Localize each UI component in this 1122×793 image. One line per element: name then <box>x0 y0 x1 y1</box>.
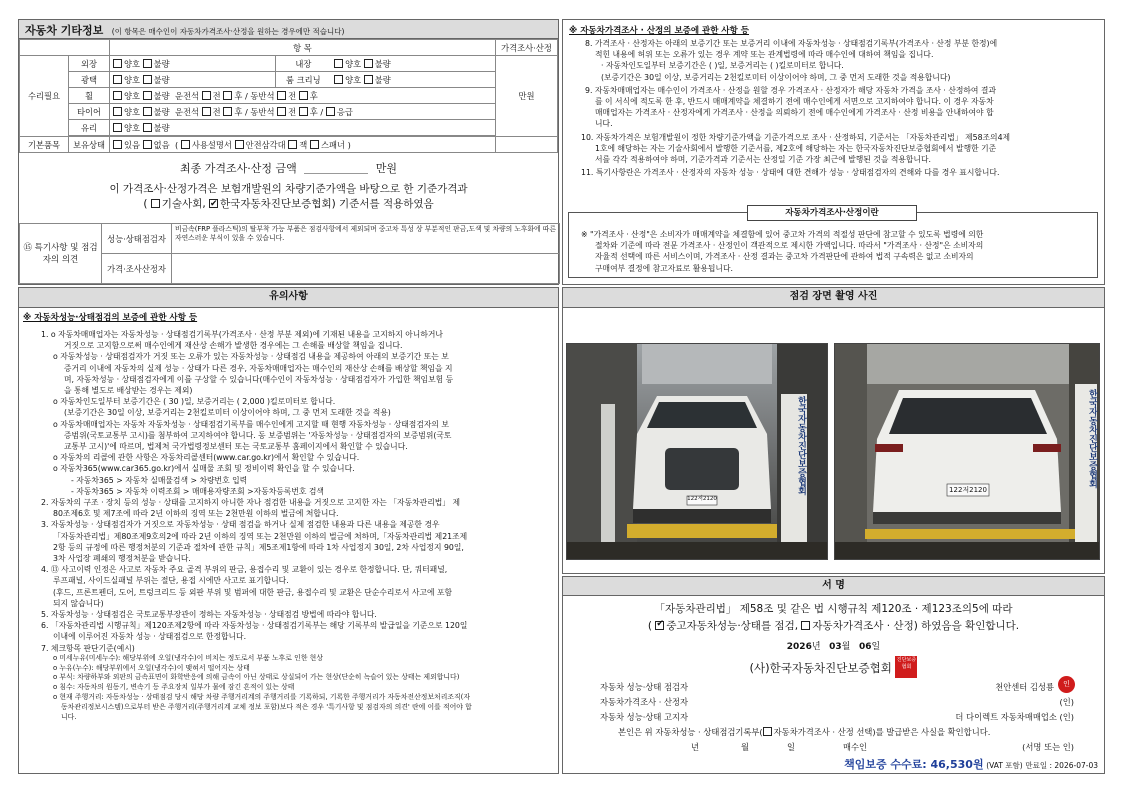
guarantee-line: 서를 각각 적용하여야 하며, 기준가격과 기준서는 산정일 기준 가장 최근에 발행된 것을 적용합니다. <box>595 155 931 165</box>
front-label: 전 <box>288 106 297 117</box>
front-label: 전 <box>288 90 297 101</box>
note-line: ο 자동차365(www.car365.go.kr)에서 실매물 조회 및 정비이력 확인을 할 수 있습니다. <box>53 464 355 474</box>
note-small-line: 동차관리정보시스템)으로부터 받은 주행거리(주행거리계 교체 정보 포함)보다 적은 경우 '특기사항 및 점검자의 의견' 란에 이를 적어야 합 <box>61 702 472 711</box>
sign-year: 2026 <box>786 642 812 652</box>
notes-panel <box>18 287 559 774</box>
glass-label: 유리 <box>69 120 110 136</box>
expire-date: 만료일 : 2026-07-03 <box>1025 761 1098 770</box>
basis-kaida-label: 한국자동차진단보증협회 <box>220 198 332 210</box>
possession-label: 보유상태 <box>69 137 110 153</box>
note-line: 이내에 이루어진 자동차 성능 · 상태점검으로 한정합니다. <box>53 632 247 642</box>
price-guarantee-items <box>569 38 1098 178</box>
none-label: 없음 <box>153 139 170 150</box>
fee-note: (VAT 포함) <box>986 761 1023 770</box>
notes-items <box>23 329 552 722</box>
guarantee-line: 9. 자동차매매업자는 매수인이 가격조사 · 산정을 원할 경우 가격조사 · 산정자가 해당 자동차 가격을 조사 · 산정하여 결과 <box>585 85 996 95</box>
basis-tech-checkbox[interactable] <box>151 199 160 208</box>
sign-row-notifier <box>563 711 1104 726</box>
sign-open: ( <box>647 620 652 632</box>
front-lift-sign: 한국자동차진단보증협회 <box>796 396 806 495</box>
bad-label: 불량 <box>153 58 170 69</box>
rear-label: 후 / <box>309 106 324 117</box>
inspector-role: 자동차 성능·상태 점검자 <box>600 682 689 692</box>
buyer-label: 매수인 <box>843 742 868 752</box>
tire-emergency-checkbox[interactable] <box>326 107 335 116</box>
notes-title: ※ 자동차성능·상태점검의 보증에 관한 사항 등 <box>23 313 198 323</box>
spanner-label: 스패너 <box>320 139 345 150</box>
basis-open: ( <box>143 198 148 210</box>
price-role: 자동차가격조사 · 산정자 <box>600 697 689 707</box>
note-line: 6. 「자동차관리법 시행규칙」제120조제2항에 따라 자동차성능 · 상태점검기록부는 해당 기록부의 발급일을 기준으로 120일 <box>41 621 468 631</box>
price-unit-label: 만원 <box>496 56 558 137</box>
front-label: 전 <box>212 106 221 117</box>
rear-photo-svg <box>835 344 1100 560</box>
note-small-line: ο 현재 주행거리: 자동차성능 · 상태점검 당시 해당 차량 주행거리계의 주행거리를 기록하되, 기록한 주행거리가 자동차전산정보처리조직(자 <box>53 693 471 702</box>
glass-good-checkbox[interactable] <box>113 123 122 132</box>
basis-close: ) 기준서를 적용하였음 <box>331 198 434 210</box>
note-line: ο 자동차성능 · 상태점검자가 거짓 또는 오류가 있는 자동차성능 · 상태점검 내용을 제공하여 아래의 보증기간 또는 보 <box>53 352 449 362</box>
note-line: 1. ο 자동차매매업자는 자동차성능 · 상태점검기록부(가격조사 · 산정 부분 제외)에 기재된 내용을 고지하지 아니하거나 <box>41 330 443 339</box>
other-info-table: 항 목 가격조사·산정 수리필요 외장 양호 불량 내장 양호 불량 만원 광택 양호 불량 룸 크리닝 양호 불량 휠 양호 불량 운전석 전 후 / 동반석 전 후 타이어 양호 불량 운전석 전 후 / 동반석 전 후 / 응급 유리 양호 불량 기본품목 보유상태 있음 없음 ( 사용설명서 안전삼각대 잭 스패너 ) <box>19 39 558 153</box>
guarantee-line: (보증기간은 30일 이상, 보증거리는 2천킬로미터 이상이어야 하며, 그 중 먼저 도래한 것을 적용합니다) <box>601 72 951 82</box>
col-price-header: 가격조사·산정 <box>496 40 558 56</box>
sign-month: 03 <box>829 642 842 652</box>
tire-rear-checkbox[interactable] <box>223 107 232 116</box>
tire-label: 타이어 <box>69 104 110 120</box>
buyer-year: 년 <box>691 742 700 752</box>
good-label: 양호 <box>345 74 362 85</box>
gloss-label: 광택 <box>69 72 110 88</box>
rear-plate: 122저2120 <box>949 486 987 494</box>
final-price-input[interactable] <box>304 159 368 174</box>
note-line: 80조제6호 및 제7조에 따라 2년 이하의 징역 또는 2천만원 이하의 벌금에 처합니다. <box>53 509 339 519</box>
sign-row-inspector <box>563 681 1104 696</box>
signature-header: 서 명 <box>563 577 1104 596</box>
used-car-check-checkbox[interactable] <box>655 621 664 630</box>
sign-date <box>563 639 1104 652</box>
note-line: 며, 자동차성능 · 상태점검자에게 이를 구상할 수 있습니다(매수인이 자동차성능 · 상태점검자가 가입한 책임보험 등 <box>64 374 454 384</box>
guarantee-line: · 자동차인도일부터 보증기간은 ( )일, 보증거리는 ( )킬로미터로 합니다. <box>601 61 844 71</box>
final-price-unit: 만원 <box>375 162 397 175</box>
basis-kaida-checkbox[interactable] <box>209 199 218 208</box>
final-price-label: 최종 가격조사·산정 금액 <box>179 162 297 175</box>
special-notes-label: ⑮ 특기사항 및 점검자의 의견 <box>20 224 102 284</box>
note-line: ο 자동차매매업자는 자동차 자동차성능 · 상태점검기록부를 매수인에게 고지할 때 현행 자동차성능 · 상태점검자의 보 <box>53 419 449 429</box>
definition-line: ※ "가격조사 · 산정"은 소비자가 매매계약을 체결함에 있어 중고차 가격의 적절성 판단에 참고할 수 있도록 법령에 의한 <box>581 230 984 239</box>
note-line: - 자동차365 > 자동차 이력조회 > 매매용자량조회 >자동차등록번호 검색 <box>71 486 324 496</box>
basic-items-label: 기본품목 <box>20 137 69 153</box>
price-person-opinion[interactable] <box>172 254 560 284</box>
guarantee-line: 10. 자동차가격은 보험개발원이 정한 차량기준가액을 기준가격으로 조사 · 산정하되, 기준서는 「자동차관리법」 제58조의4제 <box>581 132 1011 142</box>
sign-org-row <box>563 656 1104 678</box>
guarantee-line: 11. 특기사항란은 가격조사 · 산정자의 자동차 성능 · 상태에 대한 견해가 성능 · 상태점검자의 견해와 다를 경우 표시합니다. <box>581 168 1000 178</box>
tire-bad-checkbox[interactable] <box>143 107 152 116</box>
note-line: 증거리 이내에 자동차의 실제 성능 · 상태가 다른 경우, 자동차매매업자는 매수인의 재산상 손해를 배상할 책임을 지 <box>64 363 453 373</box>
price-person-label: 가격·조사산정자 <box>102 254 172 284</box>
guarantee-line: 니다. <box>595 119 613 129</box>
sign-org: (사)한국자동차진단보증협회 <box>749 661 892 675</box>
inspector-label: 성능·상태점검자 <box>102 224 172 254</box>
gloss-good-checkbox[interactable] <box>113 75 122 84</box>
inspector-seal: 인 <box>1058 676 1075 693</box>
tire-prear-checkbox[interactable] <box>299 107 308 116</box>
basis-line2 <box>19 197 558 212</box>
buyer-price-checkbox[interactable] <box>763 727 772 736</box>
note-line: 을 통해 별도로 배상받는 경우는 제외) <box>64 386 193 396</box>
emergency-label: 응급 <box>336 106 353 117</box>
fee-group <box>844 756 1098 772</box>
note-small-line: ο 부식: 차량하부와 외판의 금속표면이 화학반응에 의해 금속이 아닌 상태로 상실되어 가는 현상(단순히 녹슬어 있는 상태는 제외합니다) <box>53 673 460 682</box>
wheel-rear-checkbox[interactable] <box>223 91 232 100</box>
note-line: 7. 체크항목 판단기준(예시) <box>41 643 135 653</box>
note-line: 되지 않습니다) <box>53 598 104 608</box>
buyer-confirm-b: 자동차가격조사 · 산정 선택)를 발급받은 사실을 확인합니다. <box>773 727 991 737</box>
buyer-confirm-a: 본인은 위 자동차성능 · 상태점검기록부( <box>618 727 763 737</box>
triangle-checkbox[interactable] <box>235 140 244 149</box>
signature-panel <box>562 576 1105 774</box>
note-small-line: ο 누유(누수): 해당부위에서 오일(냉각수)이 맺혀서 떨어지는 상태 <box>53 663 250 672</box>
fee-label: 책임보증 수수료: 46,530원 <box>844 758 984 771</box>
interior-good-checkbox[interactable] <box>334 59 343 68</box>
exterior-bad-checkbox[interactable] <box>143 59 152 68</box>
bad-label: 불량 <box>153 90 170 101</box>
bad-label: 불량 <box>374 74 391 85</box>
note-line: 교통부 고시)'에 따르며, 법제처 국가법령정보센터 또는 국토교통부 홈페이지에서 확인할 수 있습니다. <box>64 442 408 452</box>
buyer-month: 월 <box>741 742 750 752</box>
note-line: 5. 자동차성능 · 상태점검은 국토교통부장관이 정하는 자동차성능 · 상태점검 방법에 따라야 합니다. <box>41 610 377 620</box>
good-label: 양호 <box>124 122 141 133</box>
bad-label: 불량 <box>374 58 391 69</box>
sign-row-buyer-confirm <box>563 726 1104 741</box>
bad-label: 불량 <box>153 106 170 117</box>
good-label: 양호 <box>124 90 141 101</box>
manual-label: 사용설명서 <box>191 139 232 150</box>
glass-bad-checkbox[interactable] <box>143 123 152 132</box>
other-info-title: 자동차 기타정보 <box>25 24 104 37</box>
sign-confirm-line <box>563 618 1104 633</box>
note-line: 거짓으로 고지함으로써 매수인에게 재산상 손해가 발생한 경우에는 그 손해를 배상할 책임을 집니다. <box>64 341 403 351</box>
room-good-checkbox[interactable] <box>334 75 343 84</box>
wheel-prear-checkbox[interactable] <box>299 91 308 100</box>
used-car-check-label: 중고자동차성능·상태를 점검, <box>666 620 799 632</box>
rear-label: 후 <box>309 90 318 101</box>
jack-label: 잭 <box>299 139 308 150</box>
note-line: ο 자동차의 리콜에 관한 사항은 자동차리콜센터(www.car.go.kr)에서 확인할 수 있습니다. <box>53 453 360 463</box>
month-unit: 월 <box>841 642 851 652</box>
sign-row-price <box>563 696 1104 711</box>
good-label: 양호 <box>345 58 362 69</box>
definition-line: 절차와 기준에 따라 전문 가격조사 · 산정인이 객관적으로 제시한 가액입니다. 따라서 "가격조사 · 산정"은 소비자의 <box>595 241 984 251</box>
sign-law-line: 「자동차관리법」 제58조 및 같은 법 시행규칙 제120조 · 제123조의5에 따라 <box>654 603 1013 615</box>
triangle-label: 안전삼각대 <box>245 139 286 150</box>
photos-header: 점검 장면 촬영 사진 <box>563 288 1104 308</box>
price-guarantee-title: ※ 자동차가격조사 · 산정의 보증에 관한 사항 등 <box>569 26 750 36</box>
basis-tech-label: 기술사회, <box>161 198 206 210</box>
rear-inspection-photo <box>834 343 1100 560</box>
note-small-line: ο 미세누유(미세누수): 해당부위에 오일(냉각수)이 비치는 정도로서 부품 노후로 인한 현상 <box>53 653 323 662</box>
basis-text <box>19 182 558 212</box>
wheel-bad-checkbox[interactable] <box>143 91 152 100</box>
driver-seat-label: 운전석 <box>174 90 200 101</box>
good-label: 양호 <box>124 58 141 69</box>
bad-label: 불량 <box>153 74 170 85</box>
fee-row <box>563 756 1104 772</box>
other-info-note: (이 항목은 매수인이 자동차가격조사·산정을 원하는 경우에만 적습니다) <box>111 27 345 36</box>
price-seal: (인) <box>1059 697 1074 707</box>
notifier-name: 더 다이렉트 자동차매매업소 (인) <box>955 712 1074 722</box>
note-line: 3. 자동차성능 · 상태점검자가 거짓으로 자동차성능 · 상태 점검을 하거나 실제 점검한 내용과 다른 내용을 제공한 경우 <box>41 520 440 530</box>
guarantee-line: 8. 가격조사 · 산정자는 아래의 보증기간 또는 보증거리 이내에 자동차성능 · 상태점검기록부(가격조사 · 산정 부분 한정)에 <box>585 39 998 48</box>
note-small-line: ο 침수: 자동차의 원동기, 변속기 등 주요장치 일부가 물에 잠긴 흔적이 있는 상태 <box>53 683 295 692</box>
note-line: 4. ⑬ 사고이력 인정은 사고로 자동차 주요 골격 부위의 판금, 용접수리 및 교환이 있는 경우로 한정합니다. 단, 쿼터패널, <box>41 565 448 575</box>
repair-needed-label: 수리필요 <box>20 56 69 137</box>
room-cleaning-label: 룸 크리닝 <box>275 72 331 88</box>
guarantee-line: 를 이 서식에 적도록 한 후, 반드시 매매계약을 체결하기 전에 매수인에게 서면으로 고지하여야 합니다. 이 경우 자동차 <box>595 97 994 107</box>
sign-row-buyer <box>563 741 1104 756</box>
rear-lift-sign: 한국자동차진단보증협회 <box>1087 389 1097 488</box>
buyer-sign[interactable]: (서명 또는 인) <box>1022 742 1074 752</box>
org-seal: 진단보증협회 <box>895 656 917 678</box>
final-price-row <box>19 159 558 176</box>
interior-bad-checkbox[interactable] <box>364 59 373 68</box>
wheel-good-checkbox[interactable] <box>113 91 122 100</box>
guarantee-line: 1호에 해당하는 자는 기술사회에서 발행한 기준서를, 제2호에 해당하는 자는 한국자동차진단보증협회에서 발행한 기준 <box>595 143 997 153</box>
good-label: 양호 <box>124 106 141 117</box>
other-info-panel <box>18 19 559 285</box>
basis-line1: 이 가격조사·산정가격은 보험개발원의 차량기준가액을 바탕으로 한 기준가격과 <box>109 183 468 195</box>
price-definition-title: 자동차가격조사·산정이란 <box>747 205 917 221</box>
definition-line: 자율적 선택에 따른 서비스이며, 가격조사 · 산정 결과는 중고차 가격판단에 관하여 법적 구속력은 없고 소비자의 <box>595 252 974 262</box>
notifier-role: 자동차 성능·상태 고지자 <box>600 712 689 722</box>
note-line: (보증기간은 30일 이상, 보증거리는 2천킬로미터 이상이어야 하며, 그 중 먼저 도래한 것을 적용) <box>64 408 391 418</box>
sign-day: 06 <box>858 642 872 652</box>
note-line: 증범위(국토교통부 고시)를 첨부하여 고지하여야 합니다. 동 보증범위는 '자동차성능 · 상태점검자의 보증범위(국토 <box>64 430 452 440</box>
note-line: ο 자동차인도일부터 보증기간은 ( 30 )일, 보증거리는 ( 2,000 )킬로미터로 합니다. <box>53 397 336 407</box>
tire-pfront-checkbox[interactable] <box>277 107 286 116</box>
guarantee-line: 매매업자는 가격조사 · 산정자에게 가격조사 · 산정을 의뢰하기 전에 매수인에게 가격조사 · 산정 비용을 안내하여야 합 <box>595 108 994 118</box>
buyer-day: 일 <box>787 742 796 752</box>
inspector-name: 천안센터 김성룡 <box>995 682 1054 692</box>
note-line: - 자동차365 > 자동차 실매물검색 > 차량번호 입력 <box>71 475 248 485</box>
front-label: 전 <box>212 90 221 101</box>
price-check-checkbox[interactable] <box>801 621 810 630</box>
price-check-label: 자동차가격조사 · 산정) 하였음을 확인합니다. <box>812 620 1020 632</box>
other-info-header <box>19 20 558 39</box>
special-notes-table <box>19 223 560 284</box>
col-item-header: 항 목 <box>110 40 496 56</box>
photos-panel <box>562 287 1105 574</box>
rear-passenger-label: 후 / 동반석 <box>234 90 275 101</box>
note-line: (후드, 프론트펜더, 도어, 트렁크리드 등 외판 부위 및 범퍼에 대한 판금, 용접수리 및 교환은 단순수리로서 사고에 포함 <box>53 587 453 597</box>
wheel-label: 휠 <box>69 88 110 104</box>
jack-checkbox[interactable] <box>288 140 297 149</box>
bad-label: 불량 <box>153 122 170 133</box>
day-unit: 일 <box>871 642 881 652</box>
spanner-checkbox[interactable] <box>310 140 319 149</box>
none-checkbox[interactable] <box>143 140 152 149</box>
tire-good-checkbox[interactable] <box>113 107 122 116</box>
good-label: 양호 <box>124 74 141 85</box>
has-checkbox[interactable] <box>113 140 122 149</box>
note-small-line: 니다. <box>61 712 77 721</box>
note-line: 2항 등의 규정에 따른 행정처분의 기준과 절차에 관한 규칙」제5조제1항에 따라 1차 사업정지 30일, 2차 사업정지 90일, <box>53 542 464 552</box>
wheel-pfront-checkbox[interactable] <box>277 91 286 100</box>
manual-checkbox[interactable] <box>181 140 190 149</box>
front-inspection-photo <box>566 343 828 560</box>
price-definition-box <box>568 208 1098 278</box>
tire-front-checkbox[interactable] <box>202 107 211 116</box>
rear-passenger-label: 후 / 동반석 <box>234 106 275 117</box>
note-line: 「자동차관리법」제80조제9호의2에 따라 2년 이하의 징역 또는 2천만원 이하의 벌금에 처하며,「자동차관리법 제21조제 <box>53 531 468 541</box>
has-label: 있음 <box>124 139 141 150</box>
guarantee-line: 적힌 내용에 허위 또는 오류가 있는 경우 계약 또는 관계법령에 따라 매수인에 대하여 책임을 집니다. <box>595 50 934 60</box>
notes-header: 유의사항 <box>19 288 558 308</box>
price-guarantee-panel <box>562 19 1105 285</box>
room-bad-checkbox[interactable] <box>364 75 373 84</box>
driver-seat-label: 운전석 <box>174 106 200 117</box>
sign-rows <box>563 681 1104 772</box>
wheel-front-checkbox[interactable] <box>202 91 211 100</box>
exterior-label: 외장 <box>69 56 110 72</box>
note-line: 3차 사업장 폐쇄의 행정처분을 받습니다. <box>53 554 191 564</box>
buyer-confirm-text <box>618 726 990 738</box>
interior-label: 내장 <box>275 56 331 72</box>
note-line: 2. 자동차의 구조 · 장치 등의 성능 · 상태를 고지하지 아니한 자나 점검한 내용을 거짓으로 고지한 자는 「자동차관리법」 제 <box>41 498 461 508</box>
year-unit: 년 <box>811 642 821 652</box>
gloss-bad-checkbox[interactable] <box>143 75 152 84</box>
definition-line: 구매여부 결정에 참고자료로 활용됩니다. <box>595 263 733 273</box>
exterior-good-checkbox[interactable] <box>113 59 122 68</box>
inspector-opinion: 비금속(FRP 플라스틱)의 탈부착 가능 부품은 점검사항에서 제외되며 중고차 특성 상 부분적인 판금,도색 및 차량의 노후화에 따른 자연스러운 부식이 있을 수 있습니다. <box>172 224 560 254</box>
front-plate: 122저2120 <box>687 496 717 502</box>
note-line: 루프패널, 사이드실패널 부위는 절단, 용접 시에만 사고로 표기합니다. <box>53 576 289 586</box>
